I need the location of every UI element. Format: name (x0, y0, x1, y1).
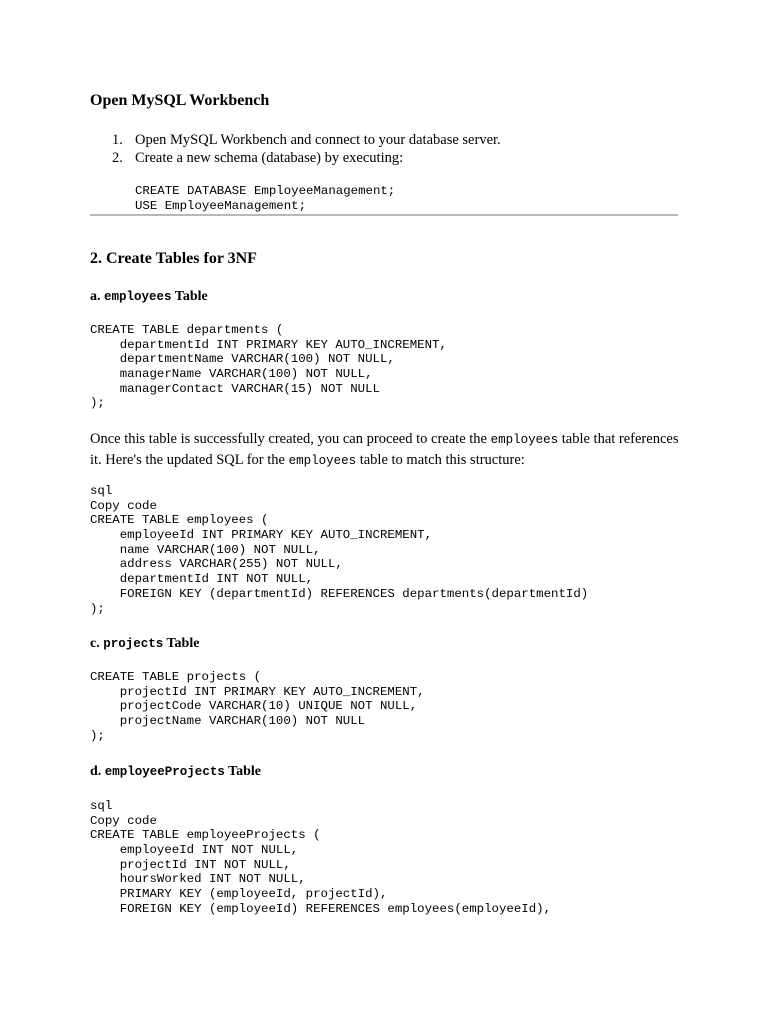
code-line: departmentId INT NOT NULL, (90, 572, 314, 587)
setup-step-1 (90, 131, 690, 149)
code-line: projectId INT PRIMARY KEY AUTO_INCREMENT, (90, 684, 425, 699)
code-block-projects (90, 670, 425, 743)
subheading-prefix: a. (90, 289, 104, 304)
code-line: departmentId INT PRIMARY KEY AUTO_INCREMENT, (90, 337, 447, 352)
subheading-suffix: Table (224, 764, 262, 779)
code-block-employees (90, 484, 588, 616)
code-line: CREATE TABLE projects ( (90, 670, 262, 684)
code-line: departmentName VARCHAR(100) NOT NULL, (90, 352, 395, 367)
code-line: ); (90, 396, 105, 411)
subheading-code-name: projects (103, 637, 164, 651)
paragraph-text: table to match this structure: (356, 451, 525, 468)
heading-open-mysql-workbench: Open MySQL Workbench (90, 92, 270, 109)
code-line: sql (90, 799, 113, 813)
step-number: 2. (112, 150, 123, 166)
setup-steps-list (90, 131, 690, 167)
code-line: Copy code (90, 813, 157, 828)
step-text: Create a new schema (database) by executing: (135, 150, 404, 166)
explanation-paragraph (90, 430, 690, 471)
inline-code: employees (288, 453, 357, 468)
setup-step-2 (90, 149, 690, 167)
code-line: employeeId INT NOT NULL, (90, 843, 299, 858)
subheading-employee-projects-table (90, 764, 261, 780)
subheading-projects-table (90, 636, 199, 652)
code-line: name VARCHAR(100) NOT NULL, (90, 542, 321, 557)
subheading-suffix: Table (163, 636, 200, 651)
code-line: CREATE TABLE employees ( (90, 513, 269, 528)
subheading-employees-table (90, 289, 208, 305)
step-number: 1. (112, 132, 123, 148)
code-line: ); (90, 601, 105, 616)
code-line: address VARCHAR(255) NOT NULL, (90, 557, 343, 572)
step-text: Open MySQL Workbench and connect to your database server. (135, 132, 501, 148)
subheading-code-name: employeeProjects (104, 765, 225, 779)
code-line: CREATE TABLE departments ( (90, 323, 284, 337)
code-line: FOREIGN KEY (departmentId) REFERENCES departments(departmentId) (90, 586, 589, 601)
subheading-suffix: Table (171, 289, 208, 304)
inline-code: employees (490, 433, 559, 447)
code-line: employeeId INT PRIMARY KEY AUTO_INCREMENT, (90, 528, 433, 543)
code-line: projectCode VARCHAR(10) UNIQUE NOT NULL, (90, 699, 418, 714)
subheading-prefix: c. (90, 636, 104, 651)
code-block-create-database (135, 184, 395, 213)
code-line: CREATE TABLE employeeProjects ( (90, 828, 321, 843)
code-block-departments (90, 323, 447, 411)
code-line: CREATE DATABASE EmployeeManagement; (135, 184, 396, 198)
code-line: projectId INT NOT NULL, (90, 857, 291, 872)
subheading-code-name: employees (104, 290, 172, 304)
subheading-prefix: d. (90, 764, 105, 779)
code-line: PRIMARY KEY (employeeId, projectId), (90, 887, 388, 902)
code-line: managerContact VARCHAR(15) NOT NULL (90, 381, 380, 396)
code-line: FOREIGN KEY (employeeId) REFERENCES employees(employeeId), (90, 901, 552, 916)
paragraph-text: table that references it. Here's the updated SQL for the (90, 431, 679, 468)
code-block-employee-projects (90, 799, 551, 917)
code-line: sql (90, 484, 113, 498)
heading-create-tables: 2. Create Tables for 3NF (90, 250, 257, 267)
code-line: ); (90, 728, 105, 743)
horizontal-divider (90, 214, 678, 216)
code-line: hoursWorked INT NOT NULL, (90, 872, 306, 887)
code-line: Copy code (90, 498, 157, 513)
code-line: projectName VARCHAR(100) NOT NULL (90, 714, 366, 729)
code-line: managerName VARCHAR(100) NOT NULL, (90, 367, 373, 382)
code-line: USE EmployeeManagement; (135, 198, 307, 213)
paragraph-text: Once this table is successfully created, you can proceed to create the (90, 431, 491, 447)
